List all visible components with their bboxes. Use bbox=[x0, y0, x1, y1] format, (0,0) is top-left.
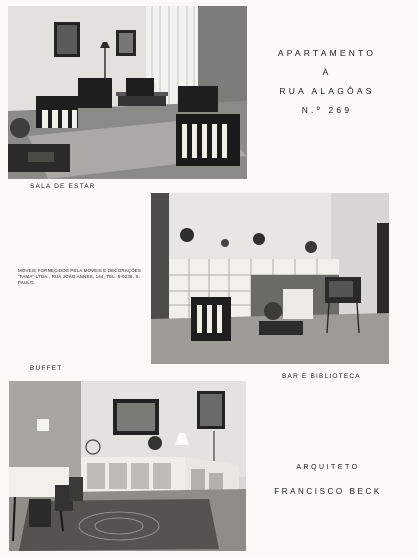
living-room-caption: SALA DE ESTAR bbox=[30, 183, 96, 190]
title-line-street: RUA ALAGÔAS bbox=[279, 86, 375, 96]
title-block bbox=[262, 44, 392, 120]
furniture-credits: MOVEIS FORNECIDOS PELA MOVEIS E DECORAÇÕES "FAMA" LTDA., RUA JOÃO ANNES, 144, TEL. 5-0236, S. PAULO. bbox=[18, 268, 142, 286]
architect-block bbox=[258, 456, 398, 504]
title-line-apartamento: APARTAMENTO bbox=[277, 48, 377, 58]
bar-library-caption: BAR E BIBLIOTECA bbox=[282, 373, 361, 380]
dining-photo bbox=[9, 381, 246, 551]
title-line-a: À bbox=[322, 67, 332, 77]
architect-name: FRANCISCO BECK bbox=[274, 487, 382, 496]
dining-caption: BUFFET bbox=[30, 365, 63, 372]
living-room-photo bbox=[8, 6, 247, 179]
architect-label: ARQUITETO bbox=[296, 464, 360, 471]
title-line-number: N.º 269 bbox=[301, 105, 353, 115]
bar-library-photo bbox=[151, 193, 389, 364]
